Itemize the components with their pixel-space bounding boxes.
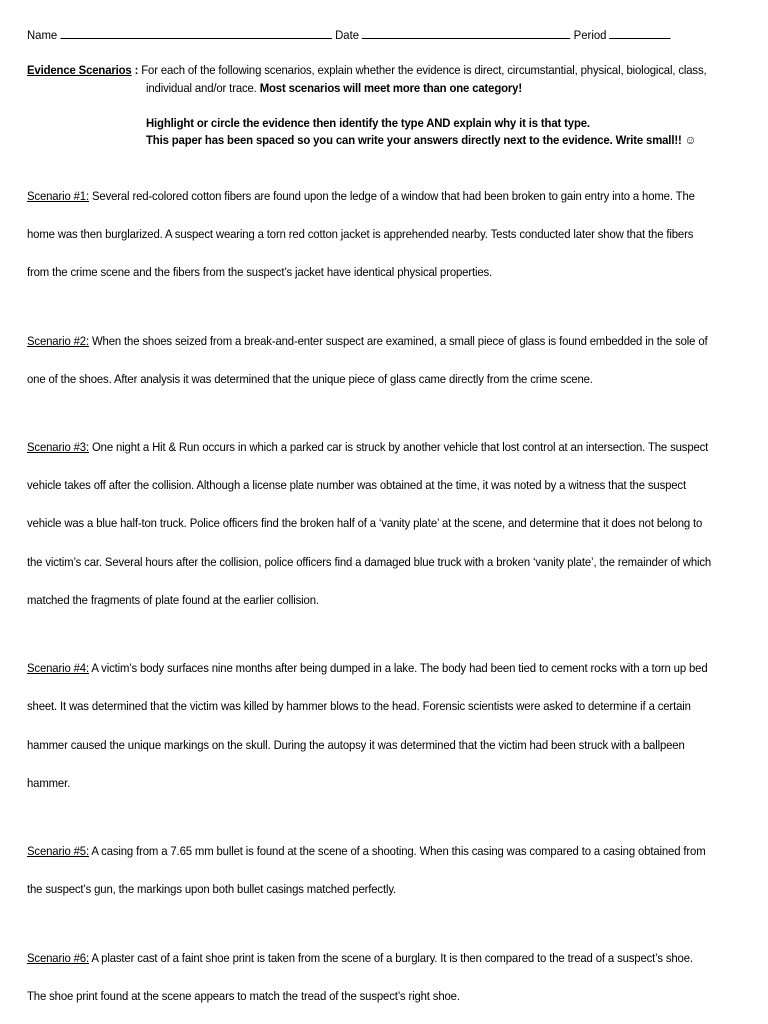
scenario-5-line-1: [27, 844, 706, 859]
period-field[interactable]: [610, 27, 671, 39]
intro-text-1: For each of the following scenarios, explain whether the evidence is direct, circumstantial, physical, biological, class,: [141, 63, 707, 77]
scenario-6-text: A plaster cast of a faint shoe print is taken from the scene of a burglary. It is then compared to the tread of a suspect’s shoe.: [88, 951, 693, 965]
scenario-3-label: Scenario #3:: [27, 440, 89, 454]
scenario-4-line-1: [27, 661, 707, 676]
scenario-2-label: Scenario #2:: [27, 334, 89, 348]
scenario-4-line-2: sheet. It was determined that the victim was killed by hammer blows to the head. Forensic scientists were asked to determine if a certain: [27, 699, 691, 713]
scenario-3-line-4: the victim’s car. Several hours after the collision, police officers find a damaged blue truck with a broken ‘vanity plate’, the remainder of which: [27, 555, 712, 569]
intro-colon: :: [131, 63, 142, 77]
intro-line-4: This paper has been spaced so you can write your answers directly next to the evidence. Write small!! ☺: [146, 133, 697, 147]
name-field[interactable]: [60, 27, 332, 39]
intro-line-2: [146, 81, 522, 96]
scenario-1-line-2: home was then burglarized. A suspect wearing a torn red cotton jacket is apprehended nearby. Tests conducted later show that the fibers: [27, 227, 694, 241]
scenario-5-label: Scenario #5:: [27, 844, 89, 858]
date-field[interactable]: [362, 27, 570, 39]
scenario-1-line-3: from the crime scene and the fibers from the suspect’s jacket have identical physical properties.: [27, 265, 493, 279]
period-label: Period: [573, 28, 607, 42]
scenario-5-text: A casing from a 7.65 mm bullet is found at the scene of a shooting. When this casing was compared to a casing obtained from: [88, 844, 706, 858]
scenario-4-line-3: hammer caused the unique markings on the skull. During the autopsy it was determined that the victim had been struck with a ballpeen: [27, 738, 685, 752]
scenario-4-label: Scenario #4:: [27, 661, 89, 675]
intro-emphasis: Most scenarios will meet more than one category!: [259, 81, 522, 95]
scenario-2-text: When the shoes seized from a break-and-enter suspect are examined, a small piece of glass is found embedded in the sole of: [88, 334, 708, 348]
intro-text-2: individual and/or trace.: [146, 81, 260, 95]
scenario-4-text: A victim’s body surfaces nine months after being dumped in a lake. The body had been tied to cement rocks with a torn up bed: [88, 661, 708, 675]
scenario-2-line-1: [27, 334, 708, 349]
intro-line-3: Highlight or circle the evidence then identify the type AND explain why it is that type.: [146, 116, 590, 130]
scenario-3-line-2: vehicle takes off after the collision. Although a license plate number was obtained at the time, it was noted by a witness that the suspect: [27, 478, 686, 492]
scenario-1-text: Several red-colored cotton fibers are found upon the ledge of a window that had been broken to gain entry into a home. The: [88, 189, 695, 203]
scenario-1-label: Scenario #1:: [27, 189, 89, 203]
scenario-6-label: Scenario #6:: [27, 951, 89, 965]
scenario-4-line-4: hammer.: [27, 776, 71, 790]
intro-line-1: [27, 63, 706, 78]
intro-heading: Evidence Scenarios: [27, 63, 132, 77]
scenario-3-line-1: [27, 440, 708, 455]
scenario-3-text: One night a Hit & Run occurs in which a parked car is struck by another vehicle that lost control at an intersection. The suspect: [88, 440, 709, 454]
scenario-6-line-2: The shoe print found at the scene appears to match the tread of the suspect’s right shoe.: [27, 989, 460, 1003]
header-row: [27, 27, 671, 43]
scenario-2-line-2: one of the shoes. After analysis it was determined that the unique piece of glass came directly from the crime scene.: [27, 372, 593, 386]
scenario-1-line-1: [27, 189, 695, 204]
scenario-3-line-5: matched the fragments of plate found at the earlier collision.: [27, 593, 319, 607]
scenario-6-line-1: [27, 951, 693, 966]
name-label: Name: [27, 28, 58, 42]
scenario-3-line-3: vehicle was a blue half-ton truck. Police officers find the broken half of a ‘vanity plate’ at the scene, and determine that it does not belong to: [27, 516, 703, 530]
scenario-5-line-2: the suspect’s gun, the markings upon both bullet casings matched perfectly.: [27, 882, 397, 896]
date-label: Date: [335, 28, 360, 42]
